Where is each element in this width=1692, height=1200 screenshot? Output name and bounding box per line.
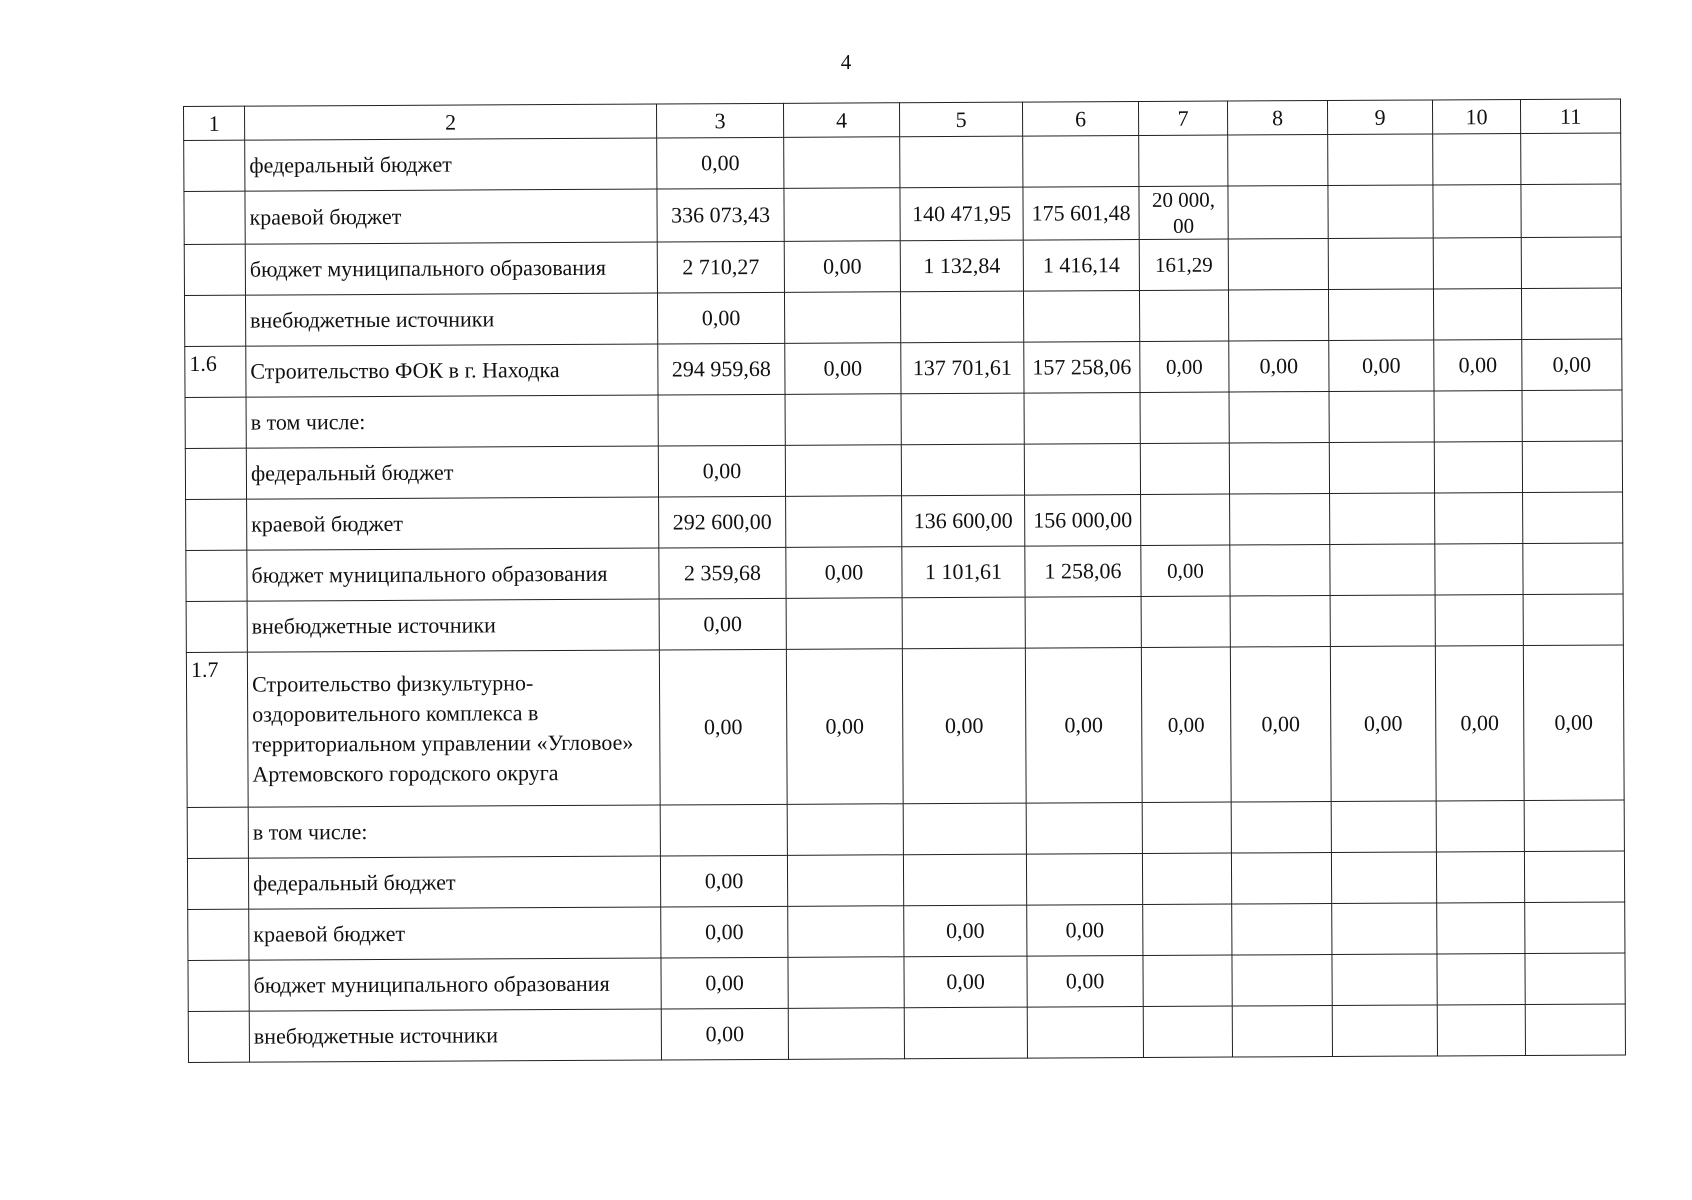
row-name-cell: бюджет муниципального образования	[249, 958, 661, 1011]
value-cell-5: 0,00	[904, 956, 1027, 1008]
value-cell-9	[1330, 493, 1435, 545]
value-cell-9	[1329, 442, 1434, 494]
header-cell-3: 3	[656, 103, 783, 138]
page-number: 4	[840, 50, 852, 74]
value-cell-6	[1024, 392, 1140, 444]
header-cell-6: 6	[1022, 101, 1138, 136]
value-cell-4	[787, 804, 903, 856]
table-row	[185, 339, 1622, 398]
value-cell-4	[788, 1008, 904, 1060]
value-cell-5	[903, 854, 1026, 906]
value-cell-7: 0,00	[1141, 545, 1230, 596]
value-cell-4	[788, 957, 904, 1009]
value-cell-4	[784, 188, 900, 242]
value-cell-11: 0,00	[1523, 645, 1624, 801]
value-cell-9	[1331, 801, 1436, 853]
value-cell-7	[1143, 1006, 1232, 1057]
value-cell-4	[788, 906, 904, 958]
value-cell-3: 0,00	[661, 906, 788, 958]
value-cell-9	[1332, 954, 1437, 1006]
row-number-cell	[185, 448, 246, 499]
value-cell-10	[1433, 184, 1521, 237]
value-cell-6	[1023, 135, 1139, 187]
value-cell-7	[1140, 392, 1229, 443]
value-cell-8	[1228, 239, 1328, 291]
row-name-cell: бюджет муниципального образования	[247, 548, 659, 601]
value-cell-7	[1143, 904, 1232, 955]
row-number-cell	[185, 397, 246, 448]
value-cell-11	[1524, 851, 1624, 903]
value-cell-4	[786, 496, 902, 548]
budget-table	[183, 98, 1626, 1063]
value-cell-9	[1328, 289, 1433, 341]
value-cell-10	[1435, 492, 1523, 543]
table-row	[186, 594, 1623, 653]
table-row	[187, 851, 1624, 910]
row-name-cell: федеральный бюджет	[248, 856, 660, 909]
value-cell-10	[1433, 288, 1521, 339]
row-number-cell	[186, 499, 247, 550]
value-cell-6	[1026, 802, 1142, 854]
value-cell-8: 0,00	[1230, 646, 1331, 802]
table-row	[185, 390, 1622, 449]
row-number-cell	[184, 244, 245, 295]
row-number-cell	[187, 807, 248, 858]
header-cell-2: 2	[245, 104, 657, 140]
value-cell-6: 0,00	[1027, 955, 1143, 1007]
value-cell-9	[1328, 238, 1433, 290]
value-cell-5: 137 701,61	[901, 342, 1024, 394]
row-number-cell	[187, 858, 248, 909]
row-number-cell: 1.7	[186, 652, 248, 807]
value-cell-4: 0,00	[786, 547, 902, 599]
row-number-cell	[186, 550, 247, 601]
value-cell-4	[784, 292, 900, 344]
value-cell-8	[1232, 1005, 1332, 1057]
value-cell-4: 0,00	[786, 649, 903, 805]
value-cell-10	[1437, 953, 1525, 1004]
header-cell-11: 11	[1520, 99, 1620, 134]
value-cell-8	[1230, 494, 1330, 546]
value-cell-3: 2 359,68	[659, 547, 786, 599]
value-cell-10: 0,00	[1435, 645, 1524, 800]
value-cell-4	[785, 445, 901, 497]
value-cell-6	[1023, 290, 1139, 342]
table-row	[184, 288, 1621, 347]
value-cell-4: 0,00	[784, 241, 900, 293]
row-number-cell: 1.6	[185, 346, 246, 397]
table-row	[184, 184, 1621, 245]
value-cell-11	[1521, 237, 1621, 289]
value-cell-11	[1522, 390, 1622, 442]
row-name-cell: краевой бюджет	[245, 189, 657, 244]
header-cell-7: 7	[1138, 101, 1227, 135]
value-cell-9: 0,00	[1329, 340, 1434, 392]
value-cell-3	[660, 804, 787, 856]
value-cell-3: 2 710,27	[657, 241, 784, 293]
value-cell-7: 0,00	[1140, 341, 1229, 392]
row-name-cell: краевой бюджет	[247, 497, 659, 550]
value-cell-11	[1525, 902, 1625, 954]
value-cell-5	[903, 803, 1026, 855]
value-cell-3: 0,00	[659, 598, 786, 650]
value-cell-8	[1232, 954, 1332, 1006]
row-name-cell: внебюджетные источники	[245, 293, 657, 346]
value-cell-4	[784, 137, 900, 189]
value-cell-8	[1228, 186, 1328, 240]
value-cell-11	[1521, 184, 1621, 238]
value-cell-9	[1332, 903, 1437, 955]
value-cell-5	[900, 291, 1023, 343]
value-cell-9: 0,00	[1330, 646, 1436, 802]
value-cell-7	[1139, 290, 1228, 341]
value-cell-6	[1025, 596, 1141, 648]
table-row	[186, 543, 1623, 602]
value-cell-8	[1228, 135, 1328, 187]
value-cell-3	[658, 394, 785, 446]
value-cell-10	[1433, 133, 1521, 184]
value-cell-5	[901, 444, 1024, 496]
value-cell-6: 157 258,06	[1024, 341, 1140, 393]
value-cell-3: 336 073,43	[657, 188, 784, 242]
table-row	[184, 133, 1621, 192]
table-row	[185, 441, 1622, 500]
table-row	[188, 953, 1625, 1012]
value-cell-7	[1142, 802, 1231, 853]
header-cell-1: 1	[184, 106, 245, 140]
value-cell-7	[1139, 135, 1228, 186]
value-cell-4: 0,00	[785, 343, 901, 395]
value-cell-6: 1 258,06	[1025, 545, 1141, 597]
value-cell-5	[901, 393, 1024, 445]
value-cell-5: 0,00	[902, 648, 1026, 804]
value-cell-5	[902, 597, 1025, 649]
value-cell-10	[1436, 851, 1524, 902]
value-cell-11	[1523, 594, 1623, 646]
value-cell-10	[1434, 390, 1522, 441]
value-cell-9	[1328, 185, 1433, 239]
value-cell-10	[1435, 543, 1523, 594]
value-cell-10	[1435, 594, 1523, 645]
header-cell-8: 8	[1227, 101, 1327, 136]
row-number-cell	[188, 909, 249, 960]
value-cell-9	[1329, 391, 1434, 443]
value-cell-3: 0,00	[660, 855, 787, 907]
value-cell-7	[1140, 443, 1229, 494]
value-cell-11	[1524, 800, 1624, 852]
value-cell-7	[1143, 955, 1232, 1006]
table-row	[188, 1004, 1625, 1063]
value-cell-11	[1525, 1004, 1625, 1056]
row-name-cell: федеральный бюджет	[245, 138, 657, 191]
table-row	[186, 645, 1624, 808]
row-name-cell: внебюджетные источники	[247, 599, 659, 652]
row-number-cell	[184, 191, 245, 244]
value-cell-9	[1328, 134, 1433, 186]
value-cell-7	[1141, 494, 1230, 545]
value-cell-5: 1 132,84	[900, 240, 1023, 292]
value-cell-9	[1330, 544, 1435, 596]
row-name-cell: краевой бюджет	[249, 907, 661, 960]
value-cell-7: 161,29	[1139, 239, 1228, 290]
value-cell-3: 0,00	[658, 445, 785, 497]
value-cell-10	[1434, 441, 1522, 492]
value-cell-5	[900, 136, 1023, 188]
value-cell-11	[1523, 543, 1623, 595]
value-cell-8	[1231, 801, 1331, 853]
table-row	[184, 237, 1621, 296]
table-row	[187, 800, 1624, 859]
row-name-cell: в том числе:	[248, 805, 660, 858]
value-cell-10	[1437, 902, 1525, 953]
value-cell-7	[1141, 596, 1230, 647]
value-cell-3: 0,00	[657, 292, 784, 344]
row-number-cell	[186, 601, 247, 652]
value-cell-3: 0,00	[661, 957, 788, 1009]
value-cell-11	[1525, 953, 1625, 1005]
value-cell-11	[1523, 492, 1623, 544]
value-cell-7: 20 000, 00	[1139, 186, 1228, 239]
value-cell-7: 0,00	[1141, 647, 1231, 802]
header-cell-10: 10	[1432, 99, 1520, 133]
row-name-cell: бюджет муниципального образования	[245, 242, 657, 295]
value-cell-9	[1332, 1005, 1437, 1057]
value-cell-5	[904, 1007, 1027, 1059]
row-number-cell	[188, 1011, 249, 1062]
value-cell-11	[1521, 288, 1621, 340]
value-cell-6: 156 000,00	[1025, 494, 1141, 546]
value-cell-4	[785, 394, 901, 446]
value-cell-3: 0,00	[659, 649, 787, 805]
row-name-cell: федеральный бюджет	[246, 446, 658, 499]
value-cell-10	[1436, 800, 1524, 851]
value-cell-7	[1142, 853, 1231, 904]
value-cell-10	[1437, 1004, 1525, 1055]
value-cell-4	[787, 855, 903, 907]
row-name-cell: внебюджетные источники	[249, 1009, 661, 1062]
value-cell-3: 292 600,00	[659, 496, 786, 548]
value-cell-11	[1521, 133, 1621, 185]
value-cell-3: 0,00	[661, 1008, 788, 1060]
value-cell-5: 136 600,00	[902, 495, 1025, 547]
value-cell-10: 0,00	[1434, 339, 1522, 390]
value-cell-9	[1330, 595, 1435, 647]
value-cell-6: 175 601,48	[1023, 186, 1139, 240]
row-number-cell	[184, 295, 245, 346]
row-name-cell: Строительство ФОК в г. Находка	[246, 344, 658, 397]
value-cell-3: 0,00	[657, 137, 784, 189]
value-cell-10	[1433, 237, 1521, 288]
value-cell-6	[1027, 1006, 1143, 1058]
value-cell-4	[786, 598, 902, 650]
value-cell-5: 0,00	[904, 905, 1027, 957]
value-cell-5: 140 471,95	[900, 187, 1023, 241]
value-cell-8	[1229, 443, 1329, 495]
value-cell-8	[1232, 903, 1332, 955]
value-cell-8: 0,00	[1229, 341, 1329, 393]
value-cell-6: 1 416,14	[1023, 239, 1139, 291]
row-name-cell: в том числе:	[246, 395, 658, 448]
value-cell-6	[1024, 443, 1140, 495]
table-row	[186, 492, 1623, 551]
value-cell-8	[1230, 545, 1330, 597]
value-cell-6: 0,00	[1027, 904, 1143, 956]
value-cell-6: 0,00	[1025, 647, 1142, 803]
value-cell-8	[1229, 392, 1329, 444]
row-number-cell	[184, 140, 245, 191]
header-cell-4: 4	[783, 103, 899, 138]
row-name-cell: Строительство физкультурно-оздоровительного комплекса в территориальном управлении «Угловое» Артемовского городского округа	[247, 650, 660, 807]
row-number-cell	[188, 960, 249, 1011]
value-cell-8	[1228, 290, 1328, 342]
value-cell-11	[1522, 441, 1622, 493]
header-cell-5: 5	[899, 102, 1022, 137]
value-cell-11: 0,00	[1522, 339, 1622, 391]
value-cell-8	[1231, 852, 1331, 904]
table-body	[184, 99, 1626, 1063]
value-cell-3: 294 959,68	[658, 343, 785, 395]
value-cell-8	[1230, 596, 1330, 648]
table-row	[188, 902, 1625, 961]
value-cell-6	[1026, 853, 1142, 905]
value-cell-9	[1331, 852, 1436, 904]
header-cell-9: 9	[1327, 100, 1432, 135]
value-cell-5: 1 101,61	[902, 546, 1025, 598]
